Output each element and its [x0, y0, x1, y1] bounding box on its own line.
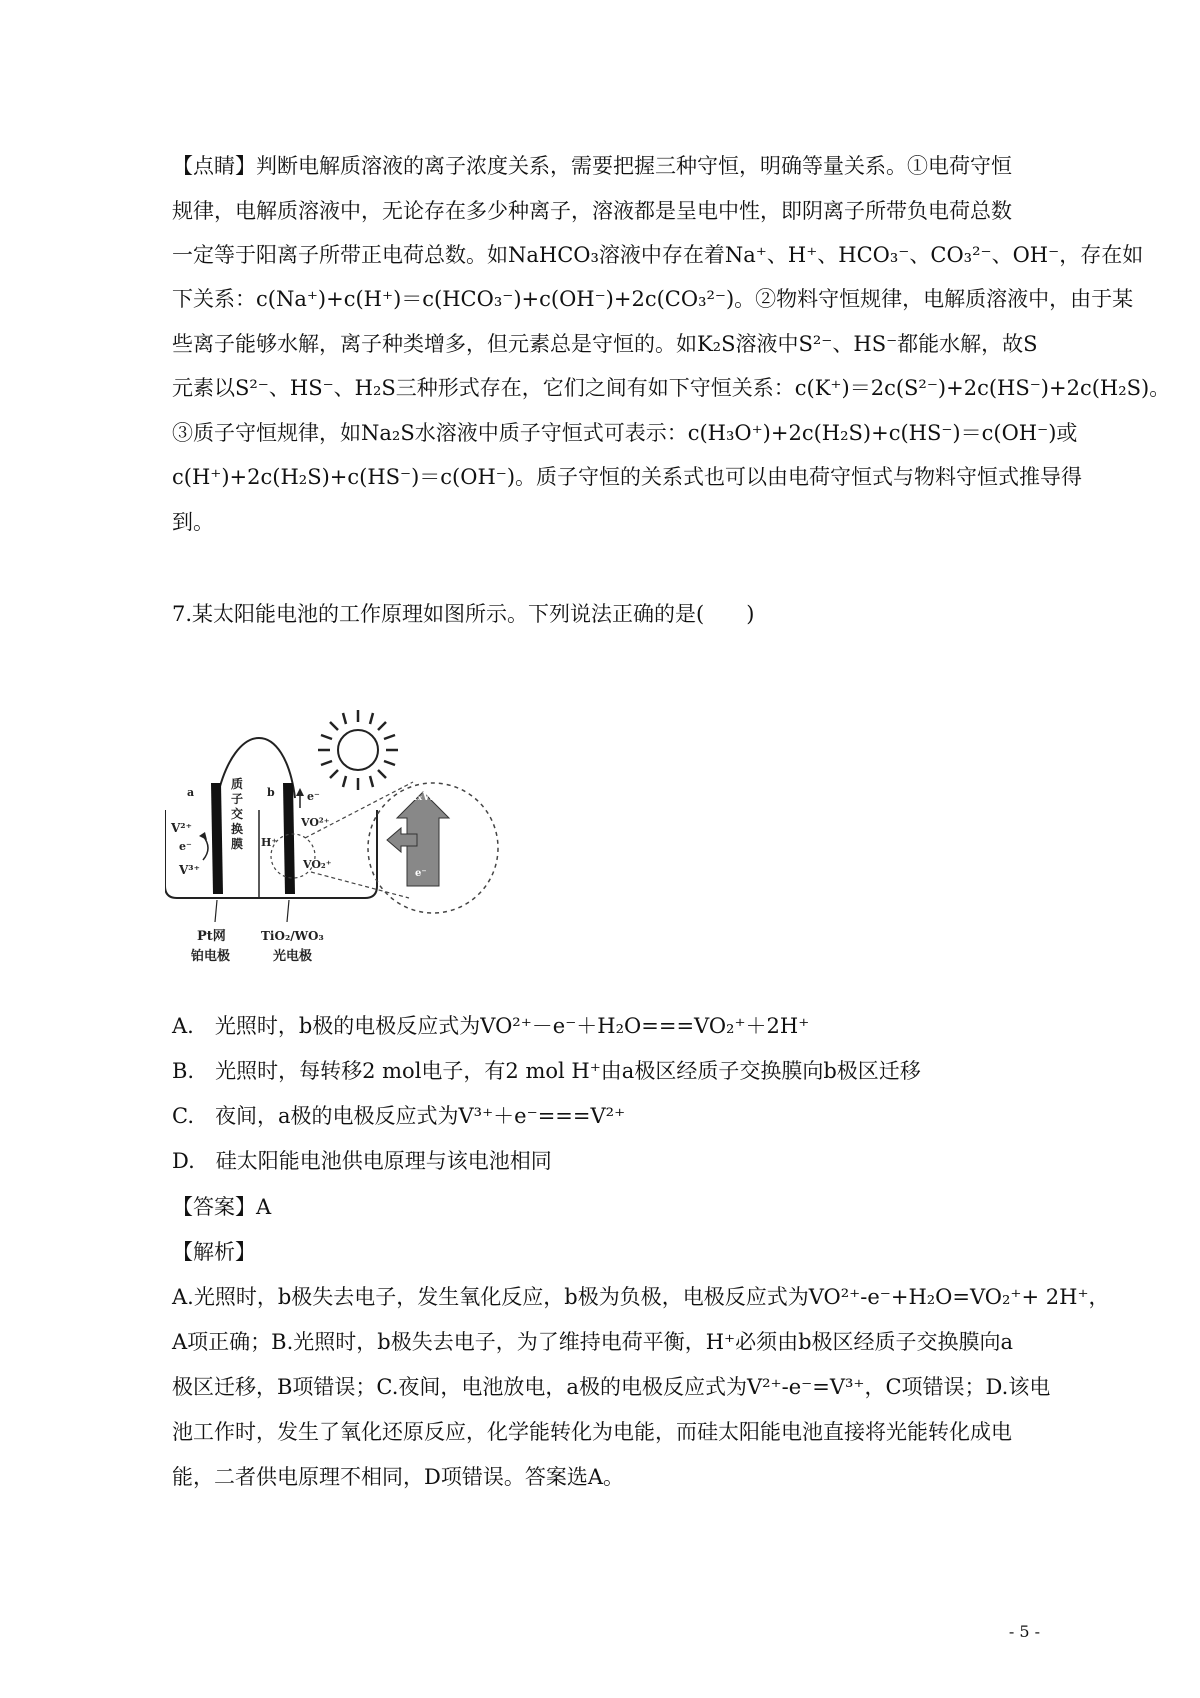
pointer-line: [215, 900, 217, 922]
v3-label: V³⁺: [179, 863, 200, 877]
sun-icon: [318, 710, 398, 790]
solar-cell-diagram: [165, 708, 565, 978]
note-line: 下关系：c(Na⁺)+c(H⁺)＝c(HCO₃⁻)+c(OH⁻)+2c(CO₃²⁻)。②物料守恒规律，电解质溶液中，由于某: [172, 287, 1134, 311]
option-d: D. 硅太阳能电池供电原理与该电池相同: [172, 1149, 552, 1173]
note-line: 些离子能够水解，离子种类增多，但元素总是守恒的。如K₂S溶液中S²⁻、HS⁻都能水解，故S: [172, 332, 1038, 356]
note-line: 到。: [172, 510, 214, 534]
analysis-line: 极区迁移，B项错误；C.夜间，电池放电，a极的电极反应式为V²⁺-e⁻=V³⁺，C项错误；D.该电: [172, 1375, 1051, 1399]
tio2-label: 光电极: [273, 949, 313, 964]
analysis-line: 池工作时，发生了氧化还原反应，化学能转化为电能，而硅太阳能电池直接将光能转化成电: [172, 1420, 1012, 1444]
curved-arrow-icon: [203, 836, 208, 860]
question-stem: 7.某太阳能电池的工作原理如图所示。下列说法正确的是( ): [172, 602, 755, 626]
hplus-label: H⁺: [261, 836, 278, 849]
note-line: c(H⁺)+2c(H₂S)+c(HS⁻)＝c(OH⁻)。质子守恒的关系式也可以由电荷守恒式与物料守恒式推导得: [172, 465, 1083, 489]
answer: 【答案】A: [172, 1195, 272, 1219]
option-a: A. 光照时，b极的电极反应式为VO²⁺－e⁻＋H₂O===VO₂⁺＋2H⁺: [172, 1014, 810, 1038]
note-line: 元素以S²⁻、HS⁻、H₂S三种形式存在，它们之间有如下守恒关系：c(K⁺)＝2c(S²⁻)+2c(HS⁻)+2c(H₂S)。: [172, 376, 1171, 400]
label-b: b: [267, 786, 275, 799]
membrane-label: 交: [231, 807, 244, 821]
option-b: B. 光照时，每转移2 mol电子，有2 mol H⁺由a极区经质子交换膜向b极区迁移: [172, 1059, 921, 1083]
pt-electrode: [211, 783, 223, 894]
up-arrowhead-icon: [296, 788, 304, 796]
membrane-label: 质: [231, 777, 244, 791]
option-c: C. 夜间，a极的电极反应式为V³⁺＋e⁻===V²⁺: [172, 1104, 626, 1128]
membrane-label: 换: [231, 822, 244, 836]
pt-label: 铂电极: [191, 949, 231, 964]
projection-line: [305, 782, 413, 838]
pointer-line: [287, 900, 289, 922]
membrane-label: 膜: [231, 837, 244, 851]
note-line: 一定等于阳离子所带正电荷总数。如NaHCO₃溶液中存在着Na⁺、H⁺、HCO₃⁻、CO₃²⁻、OH⁻，存在如: [172, 243, 1144, 267]
hxwo3-label: HₓWO₃: [407, 790, 450, 803]
analysis-line: A.光照时，b极失去电子，发生氧化反应，b极为负极，电极反应式为VO²⁺-e⁻+H₂O=VO₂⁺+ 2H⁺，: [172, 1285, 1110, 1309]
page-number: - 5 -: [1008, 1622, 1040, 1641]
e-arrow-label: e⁻: [415, 868, 427, 879]
pt-label: Pt网: [197, 929, 226, 944]
vo2p-label: VO₂⁺: [303, 858, 332, 871]
electrolyte-container: [165, 810, 377, 898]
arrow-head-icon: [199, 832, 207, 840]
projection-line: [311, 872, 409, 898]
note-line: 【点睛】判断电解质溶液的离子浓度关系，需要把握三种守恒，明确等量关系。①电荷守恒: [172, 154, 1012, 178]
tio2-label: TiO₂/WO₃: [261, 929, 324, 943]
membrane-label: 子: [231, 792, 244, 806]
analysis-line: 能，二者供电原理不相同，D项错误。答案选A。: [172, 1465, 625, 1489]
label-a: a: [187, 786, 195, 799]
note-line: 规律，电解质溶液中，无论存在多少种离子，溶液都是呈电中性，即阴离子所带负电荷总数: [172, 199, 1012, 223]
vo2plus-label: VO²⁺: [301, 816, 330, 829]
note-line: ③质子守恒规律，如Na₂S水溶液中质子守恒式可表示：c(H₃O⁺)+2c(H₂S)+c(HS⁻)＝c(OH⁻)或: [172, 421, 1078, 445]
e-top-label: e⁻: [307, 790, 320, 803]
e-left-label: e⁻: [179, 840, 192, 853]
analysis-line: A项正确；B.光照时，b极失去电子，为了维持电荷平衡，H⁺必须由b极区经质子交换膜向a: [172, 1330, 1014, 1354]
analysis-title: 【解析】: [172, 1240, 256, 1264]
v2-label: V²⁺: [171, 821, 192, 835]
